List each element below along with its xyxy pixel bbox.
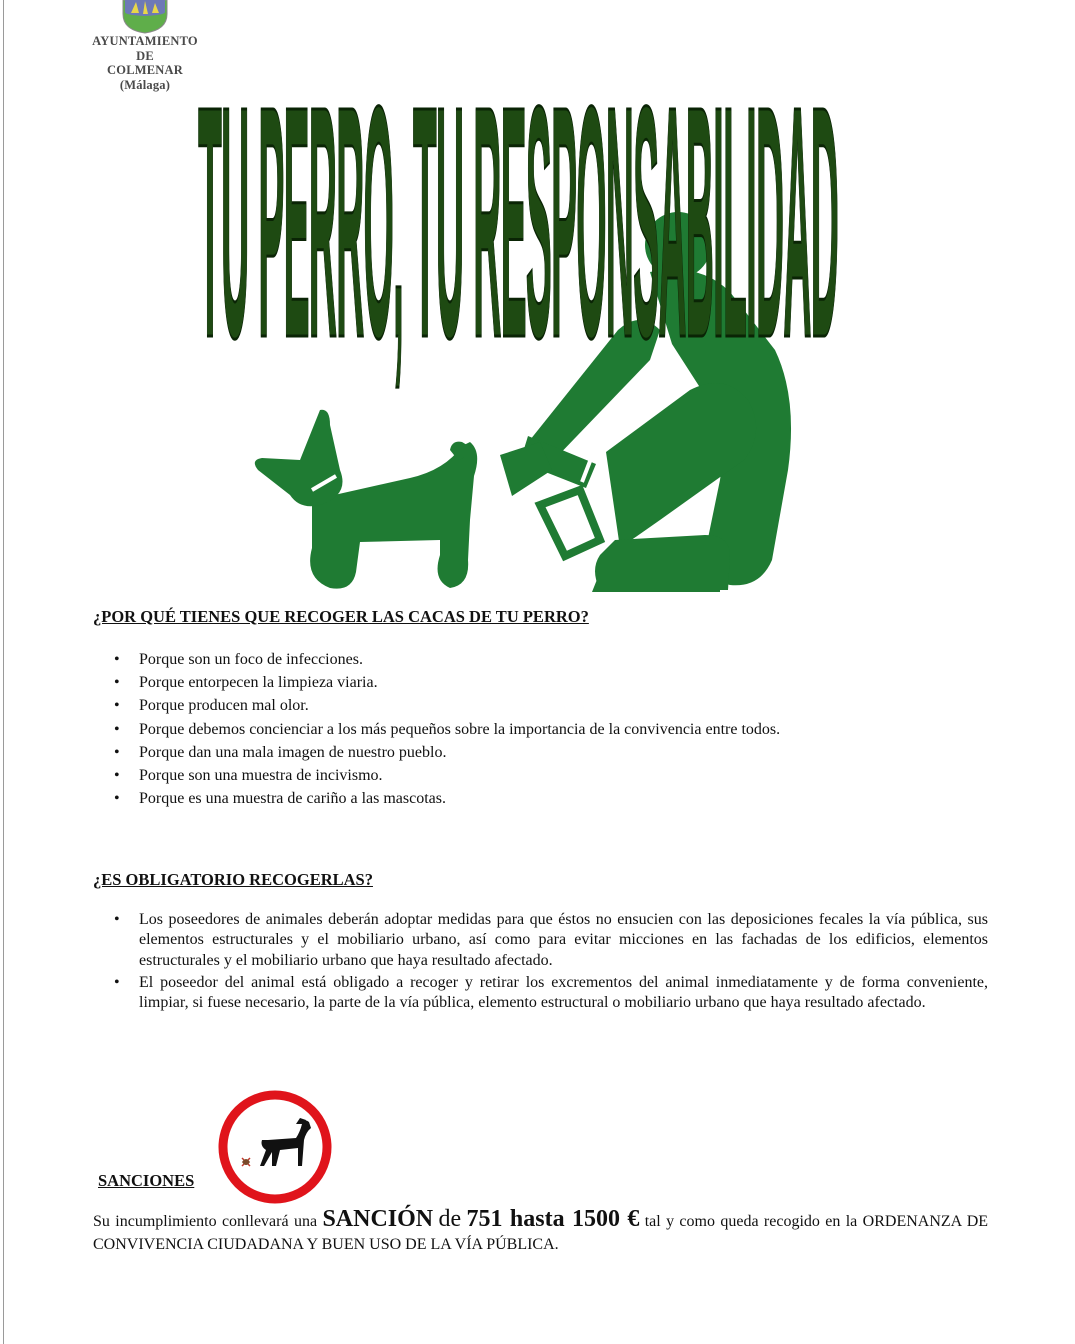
rules-list (97, 910, 988, 1015)
sanction-rest: tal y como queda recogido en la ORDENANZA DE CONVIVENCIA CIUDADANA Y BUEN USO DE LA VÍA PÚBLICA. (93, 1213, 989, 1253)
logo-line-4: (Málaga) (119, 77, 171, 92)
sanction-intro: Su incumplimiento conllevará una (93, 1213, 318, 1230)
logo-line-2: DE (136, 48, 154, 63)
sanctions-label: SANCIONES (98, 1171, 195, 1190)
sanction-de: de (438, 1206, 462, 1232)
municipality-logo (90, 0, 200, 92)
sanction-word: SANCIÓN (322, 1206, 434, 1232)
headline-text: TU PERRO, TU RESPONSABILIDAD (198, 86, 838, 406)
list-item: • Porque debemos concienciar a los más pequeños sobre la importancia de la convivencia entre todos. (97, 718, 780, 741)
no-dog-fouling-sign-icon (216, 1088, 334, 1206)
coat-of-arms-icon (121, 0, 169, 34)
reasons-list (97, 648, 780, 810)
list-item: • Porque es una muestra de cariño a las mascotas. (97, 787, 780, 810)
sanction-paragraph (93, 1208, 988, 1256)
headline (196, 86, 842, 410)
list-item: • Porque entorpecen la limpieza viaria. (97, 671, 780, 694)
section-mandatory-title: ¿ES OBLIGATORIO RECOGERLAS? (93, 870, 373, 889)
logo-line-3: COLMENAR (107, 63, 183, 77)
headline-svg (196, 86, 842, 410)
sanction-amount: 751 hasta 1500 € (466, 1206, 640, 1232)
logo-line-1: AYUNTAMIENTO (92, 34, 198, 48)
section-why-title: ¿POR QUÉ TIENES QUE RECOGER LAS CACAS DE TU PERRO? (93, 607, 589, 626)
list-item: • El poseedor del animal está obligado a recoger y retirar los excrementos del animal inmediatamente y de forma conveniente, limpiar, si fuese necesario, la parte de la vía pública, elemento estructural o mobiliario urbano que haya resultado afectado. (97, 973, 988, 1014)
list-item: • Porque producen mal olor. (97, 694, 780, 717)
list-item: • Porque son una muestra de incivismo. (97, 764, 780, 787)
list-item: • Porque dan una mala imagen de nuestro pueblo. (97, 741, 780, 764)
list-item: • Los poseedores de animales deberán adoptar medidas para que éstos no ensucien con las deposiciones fecales la vía pública, sus elementos estructurales y el mobiliario urbano, así como para evitar micciones en las fachadas de los edificios, elementos estructurales y el mobiliario urbano que haya resultado afectado. (97, 910, 988, 971)
page-edge (3, 0, 4, 1344)
list-item: • Porque son un foco de infecciones. (97, 648, 780, 671)
